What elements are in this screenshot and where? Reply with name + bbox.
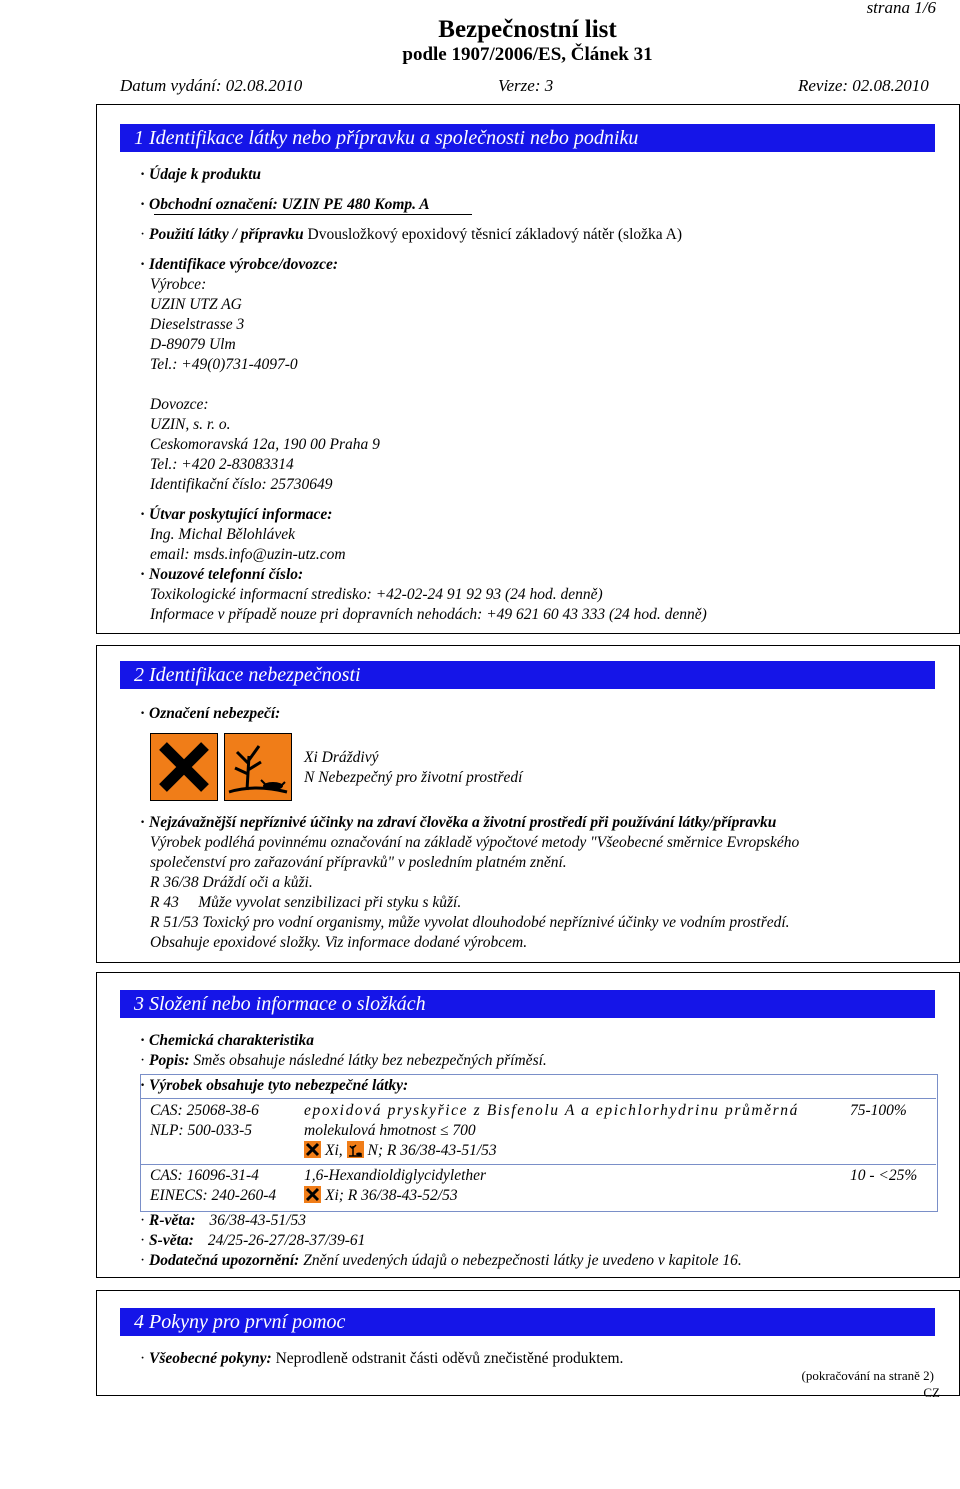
r-phrases-line: · R-věta: 36/38-43-51/53 bbox=[140, 1212, 306, 1229]
version: Verze: 3 bbox=[498, 76, 554, 95]
use-line: · Použití látky / přípravku Dvousložkový epoxidový těsnicí základový nátěr (složka A) bbox=[140, 226, 683, 243]
maker-0: Výrobce: bbox=[150, 276, 207, 293]
maker-4: Tel.: +49(0)731-4097-0 bbox=[150, 356, 298, 373]
table-row-2-cas: CAS: 16096-31-4 bbox=[150, 1167, 259, 1184]
importer-2: Ceskomoravská 12a, 190 00 Praha 9 bbox=[150, 436, 380, 453]
table-row-1-name: epoxidová pryskyřice z Bisfenolu A a epichlorhydrinu průměrná bbox=[304, 1102, 799, 1119]
table-row-1-cas: CAS: 25068-38-6 bbox=[150, 1102, 259, 1119]
maker-3: D-89079 Ulm bbox=[150, 336, 236, 353]
maker-1: UZIN UTZ AG bbox=[150, 296, 242, 313]
irritant-x-icon bbox=[304, 1186, 321, 1203]
table-row-2-percent: 10 - <25% bbox=[850, 1167, 918, 1184]
table-title: · Výrobek obsahuje tyto nebezpečné látky: bbox=[140, 1077, 409, 1094]
section-3-heading: 3 Složení nebo informace o složkách bbox=[120, 990, 935, 1018]
section-1-heading: 1 Identifikace látky nebo přípravku a společnosti nebo podniku bbox=[120, 124, 935, 152]
page-number: strana 1/6 bbox=[866, 0, 936, 17]
language-code: CZ bbox=[923, 1385, 940, 1400]
table-divider bbox=[140, 1164, 936, 1165]
trade-name: · Obchodní označení: UZIN PE 480 Komp. A bbox=[140, 196, 430, 213]
info-email[interactable]: email: msds.info@uzin-utz.com bbox=[150, 546, 346, 563]
environment-dead-tree-icon bbox=[224, 733, 292, 801]
epoxy-note: Obsahuje epoxidové složky. Viz informace dodané výrobcem. bbox=[150, 934, 528, 951]
info-name: Ing. Michal Bělohlávek bbox=[150, 526, 296, 543]
product-info-label: · Údaje k produktu bbox=[140, 166, 262, 183]
section-2-heading: 2 Identifikace nebezpečnosti bbox=[120, 661, 935, 689]
general-instructions-line: · Všeobecné pokyny: Neprodleně odstranit části oděvů znečistěné produktem. bbox=[140, 1350, 624, 1367]
r-phrase-43: R 43 Může vyvolat senzibilizaci při styku s kůží. bbox=[150, 894, 462, 911]
table-row-1-percent: 75-100% bbox=[850, 1102, 907, 1119]
revision: Revize: 02.08.2010 bbox=[798, 76, 929, 95]
irritant-x-icon bbox=[304, 1141, 321, 1158]
maker-2: Dieselstrasse 3 bbox=[150, 316, 245, 333]
identification-label: · Identifikace výrobce/dovozce: bbox=[140, 256, 338, 273]
irritant-x-icon bbox=[150, 733, 218, 801]
document-title: Bezpečnostní list bbox=[438, 16, 617, 43]
table-row-2-name: 1,6-Hexandioldiglycidylether bbox=[304, 1167, 487, 1184]
emergency-label: · Nouzové telefonní číslo: bbox=[140, 566, 304, 583]
emergency-line-2: Informace v případě nouze pri dopravních nehodách: +49 621 60 43 333 (24 hod. denně) bbox=[150, 606, 707, 623]
symbol-n: N Nebezpečný pro životní prostředí bbox=[304, 769, 523, 786]
table-row-2-einecs: EINECS: 240-260-4 bbox=[150, 1187, 277, 1204]
info-label: · Útvar poskytující informace: bbox=[140, 506, 333, 523]
table-row-1-name-2: molekulová hmotnost ≤ 700 bbox=[304, 1122, 476, 1139]
environment-dead-tree-icon bbox=[347, 1141, 364, 1158]
chem-char-label: · Chemická charakteristika bbox=[140, 1032, 314, 1049]
table-row-2-classification: Xi; R 36/38-43-52/53 bbox=[304, 1186, 458, 1206]
section-4-heading: 4 Pokyny pro první pomoc bbox=[120, 1308, 935, 1336]
issue-date: Datum vydání: 02.08.2010 bbox=[120, 76, 303, 95]
main-effects-label: · Nejzávažnější nepříznivé účinky na zdraví člověka a životní prostředí při používání látky/přípravku bbox=[140, 814, 777, 831]
description-line: · Popis: Směs obsahuje následné látky bez nebezpečných příměsí. bbox=[140, 1052, 547, 1069]
hazard-label: · Označení nebezpečí: bbox=[140, 705, 281, 722]
r-phrase-51-53: R 51/53 Toxický pro vodní organismy, může vyvolat dlouhodobé nepříznivé účinky ve vodním prostředí. bbox=[150, 914, 790, 931]
importer-0: Dovozce: bbox=[150, 396, 209, 413]
importer-1: UZIN, s. r. o. bbox=[150, 416, 231, 433]
table-row-1-classification: Xi, N; R 36/38-43-51/53 bbox=[304, 1141, 497, 1161]
trade-name-rule bbox=[154, 214, 472, 215]
effects-line-2: společenství pro zařazování přípravků" v posledním platném znění. bbox=[150, 854, 567, 871]
symbol-xi: Xi Dráždivý bbox=[304, 749, 379, 766]
emergency-line-1: Toxikologické informacní stredisko: +42-02-24 91 92 93 (24 hod. denně) bbox=[150, 586, 603, 603]
additional-note-line: · Dodatečná upozornění: Znění uvedených údajů o nebezpečnosti látky je uvedeno v kapitole 16. bbox=[140, 1252, 742, 1269]
continued-note: (pokračování na straně 2) bbox=[801, 1368, 934, 1383]
importer-3: Tel.: +420 2-83083314 bbox=[150, 456, 294, 473]
table-row-1-nlp: NLP: 500-033-5 bbox=[150, 1122, 253, 1139]
s-phrases-line: · S-věta: 24/25-26-27/28-37/39-61 bbox=[140, 1232, 366, 1249]
table-divider bbox=[140, 1098, 936, 1099]
r-phrase-36-38: R 36/38 Dráždí oči a kůži. bbox=[150, 874, 313, 891]
effects-line-1: Výrobek podléhá povinnému označování na základě výpočtové metody "Všeobecné směrnice Evropského bbox=[150, 834, 800, 851]
document-subtitle: podle 1907/2006/ES, Článek 31 bbox=[402, 44, 653, 65]
importer-4: Identifikační číslo: 25730649 bbox=[150, 476, 333, 493]
